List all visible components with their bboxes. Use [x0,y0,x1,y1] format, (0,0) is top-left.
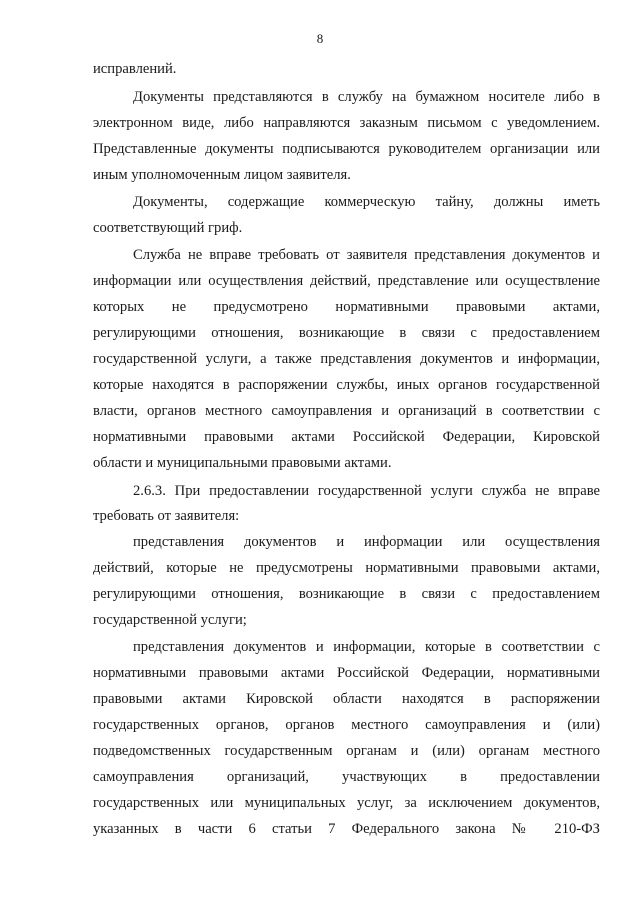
text-line: власти, органов местного самоуправления и организаций в соответствии с [93,403,600,419]
text-line: которых не предусмотрено нормативными правовыми актами, [93,299,600,315]
text-line: области и муниципальными правовыми актами. [93,455,392,471]
text-line: представления документов и информации, которые в соответствии с [133,639,600,655]
text-line: нормативными правовыми актами Российской Федерации, Кировской [93,429,600,445]
text-line: подведомственных государственным органам и (или) органам местного [93,743,600,759]
text-line: указанных в части 6 статьи 7 Федерального закона № 210-ФЗ [93,821,600,837]
text-line: соответствующий гриф. [93,220,243,236]
text-line: исправлений. [93,61,177,77]
text-line: государственных или муниципальных услуг, за исключением документов, [93,795,600,811]
text-line: Документы, содержащие коммерческую тайну, должны иметь [133,194,600,210]
text-line: правовыми актами Кировской области находятся в распоряжении [93,691,600,707]
text-line: Документы представляются в службу на бумажном носителе либо в [133,89,600,105]
text-line: действий, которые не предусмотрены нормативными правовыми актами, [93,560,600,576]
text-line: нормативными правовыми актами Российской Федерации, нормативными [93,665,600,681]
text-line: которые находятся в распоряжении службы, иных органов государственной [93,377,600,393]
text-line: иным уполномоченным лицом заявителя. [93,167,351,183]
text-line: государственной услуги, а также представления документов и информации, [93,351,600,367]
page-number: 8 [316,31,324,46]
text-line: требовать от заявителя: [93,508,240,524]
text-line: регулирующими отношения, возникающие в связи с предоставлением [93,586,600,602]
text-line: электронном виде, либо направляются заказным письмом с уведомлением. [93,115,600,131]
text-line: 2.6.3. При предоставлении государственной услуги служба не вправе [133,483,600,499]
text-line: регулирующими отношения, возникающие в связи с предоставлением [93,325,600,341]
text-line: самоуправления организаций, участвующих в предоставлении [93,769,600,785]
text-line: государственной услуги; [93,612,247,628]
text-line: Представленные документы подписываются руководителем организации или [93,141,600,157]
text-line: Служба не вправе требовать от заявителя представления документов и [133,247,600,263]
text-line: представления документов и информации или осуществления [133,534,600,550]
text-line: государственных органов, органов местного самоуправления и (или) [93,717,600,733]
text-line: информации или осуществления действий, представление или осуществление [93,273,600,289]
